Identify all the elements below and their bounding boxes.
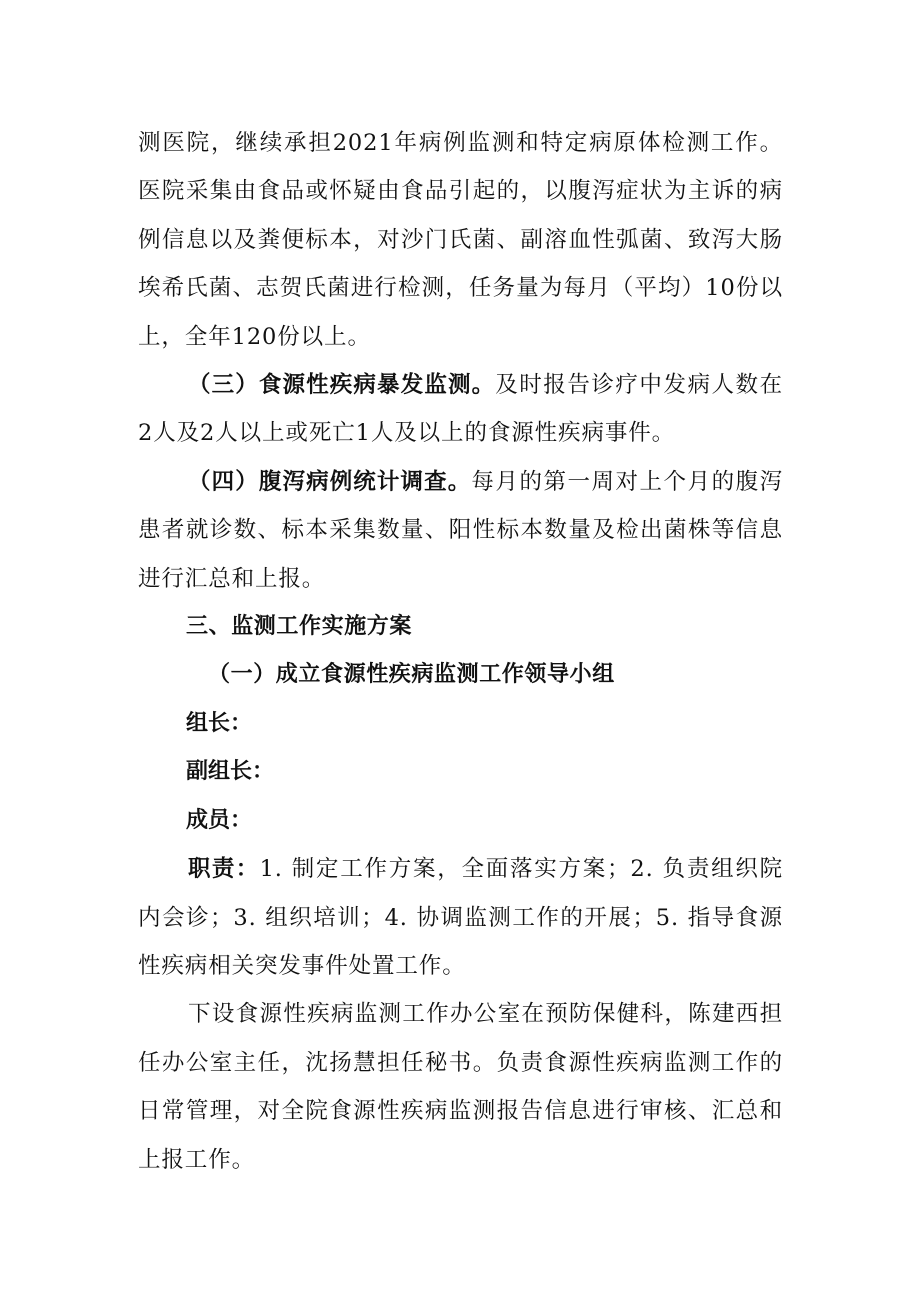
paragraph-diarrhea-survey [138, 458, 783, 603]
diarrhea-survey-title: （四）腹泻病例统计调查。 [188, 468, 472, 495]
duties-title: 职责： [188, 856, 260, 883]
group-leader-label: 组长： [186, 710, 253, 736]
section-heading-implementation: 三、监测工作实施方案 [186, 614, 413, 640]
members-label: 成员： [186, 807, 253, 833]
diarrhea-survey-body: 每月的第一周对上个月的腹泻患者就诊数、标本采集数量、阳性标本数量及检出菌株等信息进行汇总和上报。 [138, 468, 783, 592]
duties-body: 1. 制定工作方案，全面落实方案；2. 负责组织院内会诊；3. 组织培训；4. 协调监测工作的开展；5. 指导食源性疾病相关突发事件处置工作。 [138, 856, 783, 979]
paragraph-office: 下设食源性疾病监测工作办公室在预防保健科，陈建西担任办公室主任，沈扬慧担任秘书。负责食源性疾病监测工作的日常管理，对全院食源性疾病监测报告信息进行审核、汇总和上报工作。 [138, 1001, 783, 1173]
deputy-leader-label: 副组长： [186, 759, 275, 785]
paragraph-hospital-monitoring: 测医院，继续承担2021年病例监测和特定病原体检测工作。医院采集由食品或怀疑由食品引起的，以腹泻症状为主诉的病例信息以及粪便标本，对沙门氏菌、副溶血性弧菌、致泻大肠埃希氏菌、志贺氏菌进行检测，任务量为每月（平均）10份以上，全年120份以上。 [138, 130, 783, 350]
paragraph-duties [138, 845, 783, 990]
outbreak-monitoring-body: 及时报告诊疗中发病人数在2人及2人以上或死亡1人及以上的食源性疾病事件。 [138, 372, 783, 447]
paragraph-outbreak-monitoring [138, 361, 783, 458]
subheading-leadership-group: （一）成立食源性疾病监测工作领导小组 [208, 662, 615, 688]
document-body [138, 119, 783, 1184]
outbreak-monitoring-title: （三）食源性疾病暴发监测。 [188, 372, 496, 399]
